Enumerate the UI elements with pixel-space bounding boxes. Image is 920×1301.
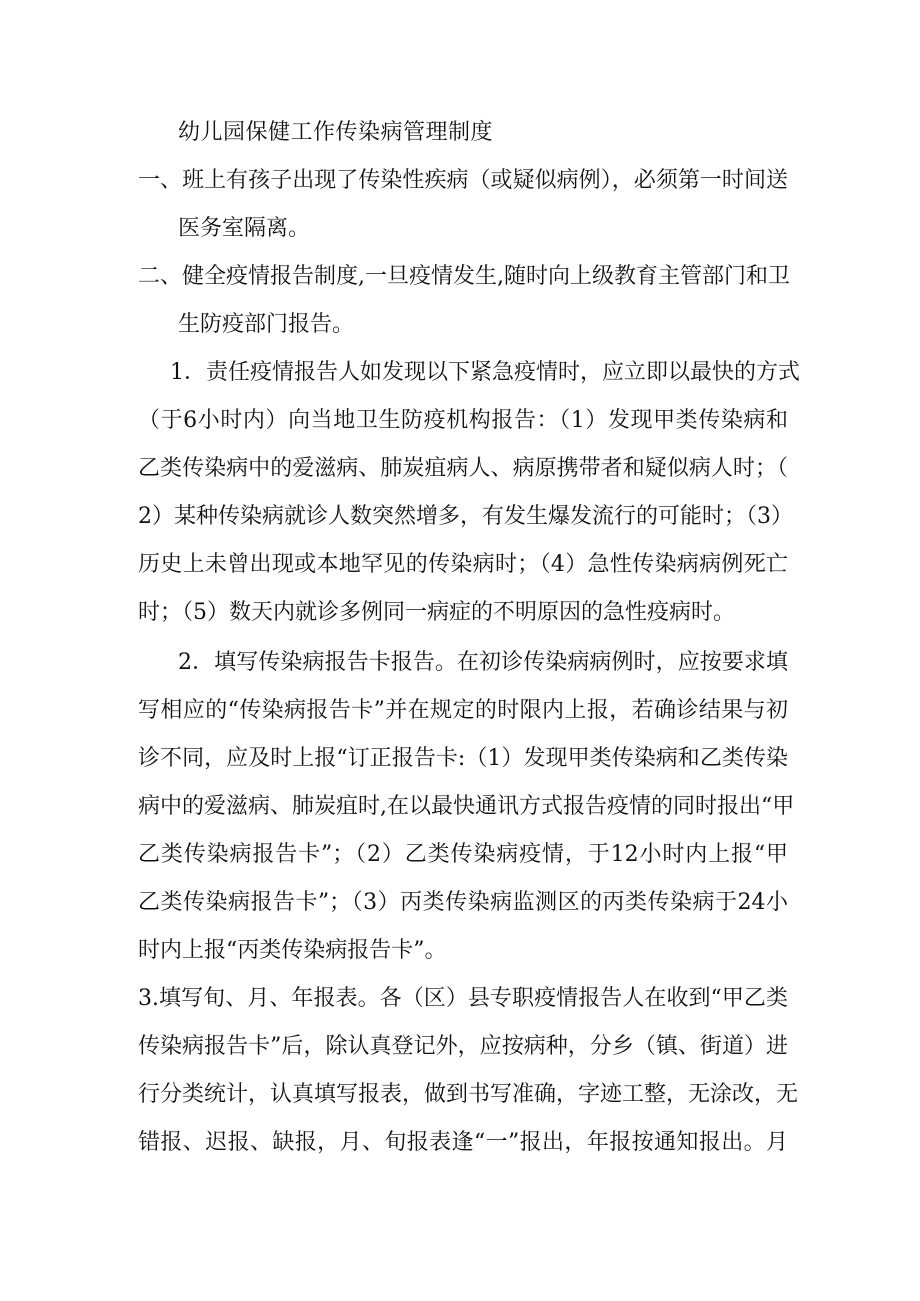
text-line: 一、班上有孩子出现了传染性疾病（或疑似病例），必须第一时间送 [138,168,788,193]
text-line: 1．责任疫情报告人如发现以下紧急疫情时，应立即以最快的方式 [170,360,800,385]
text-line: 二、健全疫情报告制度,一旦疫情发生,随时向上级教育主管部门和卫 [138,264,790,289]
text-line: 2）某种传染病就诊人数突然增多，有发生爆发流行的可能时；（3） [138,504,793,529]
text-line: 3.填写旬、月、年报表。各（区）县专职疫情报告人在收到“甲乙类 [138,986,788,1011]
text-line: 2．填写传染病报告卡报告。在初诊传染病病例时，应按要求填 [178,650,788,675]
text-line: 乙类传染病报告卡”；（3）丙类传染病监测区的丙类传染病于24小 [138,890,788,915]
text-line: 乙类传染病中的爱滋病、肺炭疽病人、病原携带者和疑似病人时；（ [138,456,788,481]
document-title: 幼儿园保健工作传染病管理制度 [178,120,494,145]
text-line: 病中的爱滋病、肺炭疽时,在以最快通讯方式报告疫情的同时报出“甲 [138,794,795,819]
text-line: 传染病报告卡”后，除认真登记外，应按病种，分乡（镇、街道）进 [138,1034,788,1059]
text-line: 错报、迟报、缺报，月、旬报表逢“一”报出，年报按通知报出。月 [138,1130,788,1155]
text-line: 时内上报“丙类传染病报告卡”。 [138,938,447,963]
text-line: 写相应的“传染病报告卡”并在规定的时限内上报，若确诊结果与初 [138,698,788,723]
text-line: 时；（5）数天内就诊多例同一病症的不明原因的急性疫病时。 [138,600,735,625]
text-line: 历史上未曾出现或本地罕见的传染病时；（4）急性传染病病例死亡 [138,552,788,577]
text-line: 乙类传染病报告卡”；（2）乙类传染病疫情，于12小时内上报“甲 [138,842,788,867]
text-line: 医务室隔离。 [178,216,311,241]
text-line: （于6小时内）向当地卫生防疫机构报告：（1）发现甲类传染病和 [138,408,788,433]
text-line: 行分类统计，认真填写报表，做到书写准确，字迹工整，无涂改，无 [138,1082,799,1107]
text-line: 诊不同，应及时上报“订正报告卡:（1）发现甲类传染病和乙类传染 [138,746,788,771]
text-line: 生防疫部门报告。 [178,312,355,337]
